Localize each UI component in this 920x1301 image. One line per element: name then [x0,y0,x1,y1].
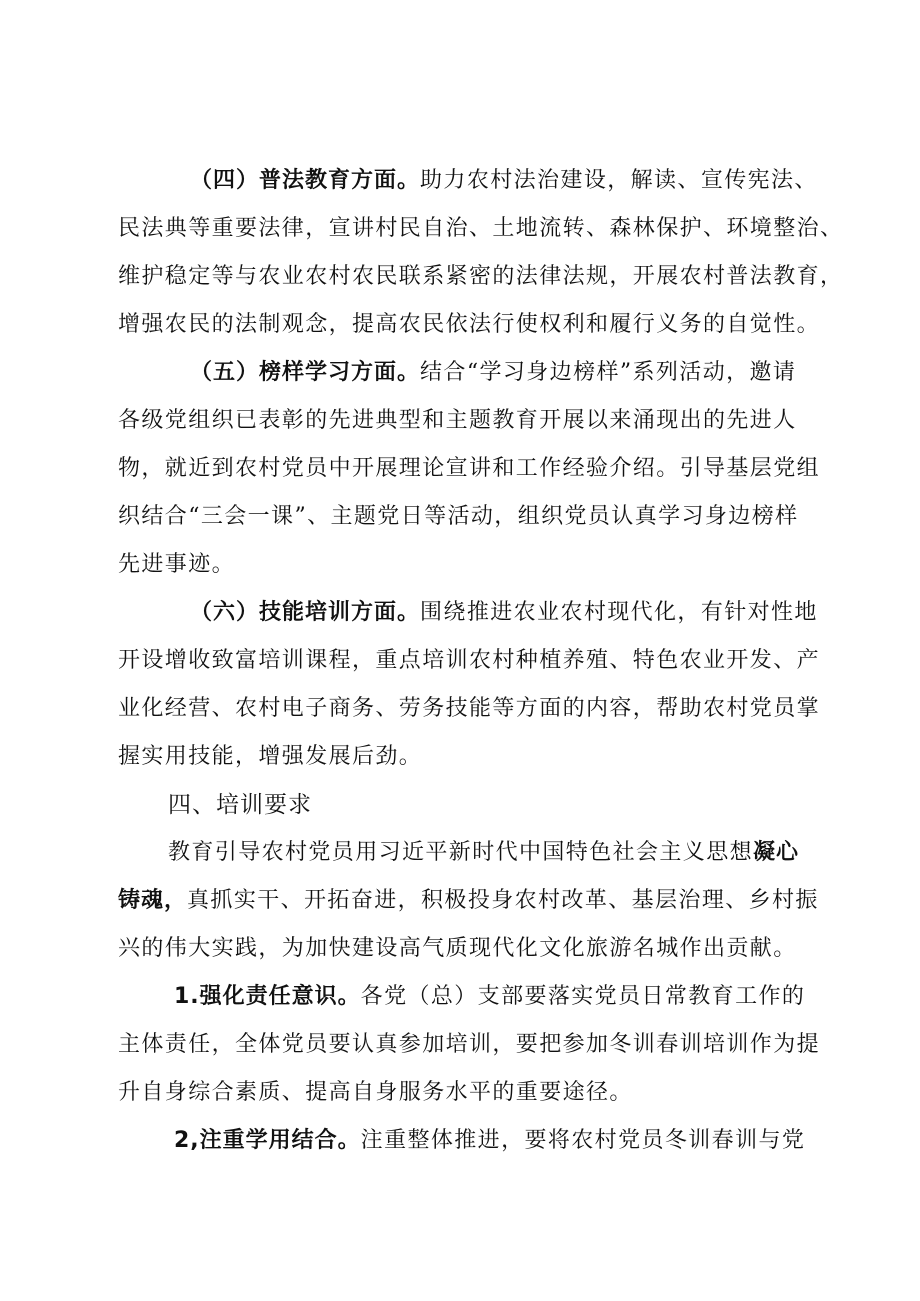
chapter-4-intro-text-2: 真抓实干、开拓奋进，积极投身农村改革、基层治理、乡村振 [187,888,819,913]
section-4-line-4: 增强农民的法制观念，提高农民依法行使权利和履行义务的自觉性。 [118,312,821,337]
section-4-line-1 [190,166,818,196]
section-4-text: 助力农村法治建设，解读、宣传宪法、 [420,168,818,193]
section-5-heading: （五）榜样学习方面。 [190,360,421,385]
section-6-heading: （六）技能培训方面。 [190,600,421,625]
section-5-text: 结合“学习身边榜样”系列活动，邀请 [420,360,797,385]
item-1-line-3: 升自身综合素质、提高自身服务水平的重要途径。 [118,1080,633,1105]
section-6-text: 围绕推进农业农村现代化，有针对性地 [420,600,818,625]
item-2-heading: 2,注重学用结合。 [174,1128,361,1153]
item-2-text: 注重整体推进，要将农村党员冬训春训与党 [360,1128,806,1153]
item-1-heading: 1.强化责任意识。 [174,984,361,1009]
chapter-4-intro-text-1: 教育引导农村党员用习近平新时代中国特色社会主义思想 [168,840,754,865]
item-1-line-2: 主体责任，全体党员要认真参加培训，要把参加冬训春训培训作为提 [118,1032,821,1057]
section-6-line-4: 握实用技能，增强发展后劲。 [118,744,423,769]
section-6-line-2: 开设增收致富培训课程，重点培训农村种植养殖、特色农业开发、产 [118,648,821,673]
chapter-4-intro-line-1 [168,838,799,868]
chapter-4-intro-line-3: 兴的伟大实践，为加快建设高气质现代化文化旅游名城作出贡献。 [118,936,797,961]
section-5-line-4: 织结合“三会一课”、主题党日等活动，组织党员认真学习身边榜样 [118,504,799,529]
item-1-text: 各党（总）支部要落实党员日常教育工作的 [360,984,806,1009]
section-6-line-3: 业化经营、农村电子商务、劳务技能等方面的内容，帮助农村党员掌 [118,696,821,721]
section-5-line-5: 先进事迹。 [118,552,236,577]
section-5-line-2: 各级党组织已表彰的先进典型和主题教育开展以来涌现出的先进人 [118,408,797,433]
chapter-4-intro-bold-2: 铸魂， [118,888,188,913]
chapter-4-intro-bold-1: 凝心 [753,840,800,865]
section-4-line-2: 民法典等重要法律，宣讲村民自治、土地流转、森林保护、环境整治、 [118,216,844,241]
section-4-line-3: 维护稳定等与农业农村农民联系紧密的法律法规，开展农村普法教育， [118,264,844,289]
item-2-line-1 [174,1126,805,1156]
item-1-line-1 [174,982,805,1012]
chapter-4-title: 四、培训要求 [168,792,312,818]
section-5-line-1 [190,358,796,388]
chapter-4-intro-line-2 [118,886,819,916]
section-4-heading: （四）普法教育方面。 [190,168,421,193]
section-5-line-3: 物，就近到农村党员中开展理论宣讲和工作经验介绍。引导基层党组 [118,456,821,481]
section-6-line-1 [190,598,818,628]
